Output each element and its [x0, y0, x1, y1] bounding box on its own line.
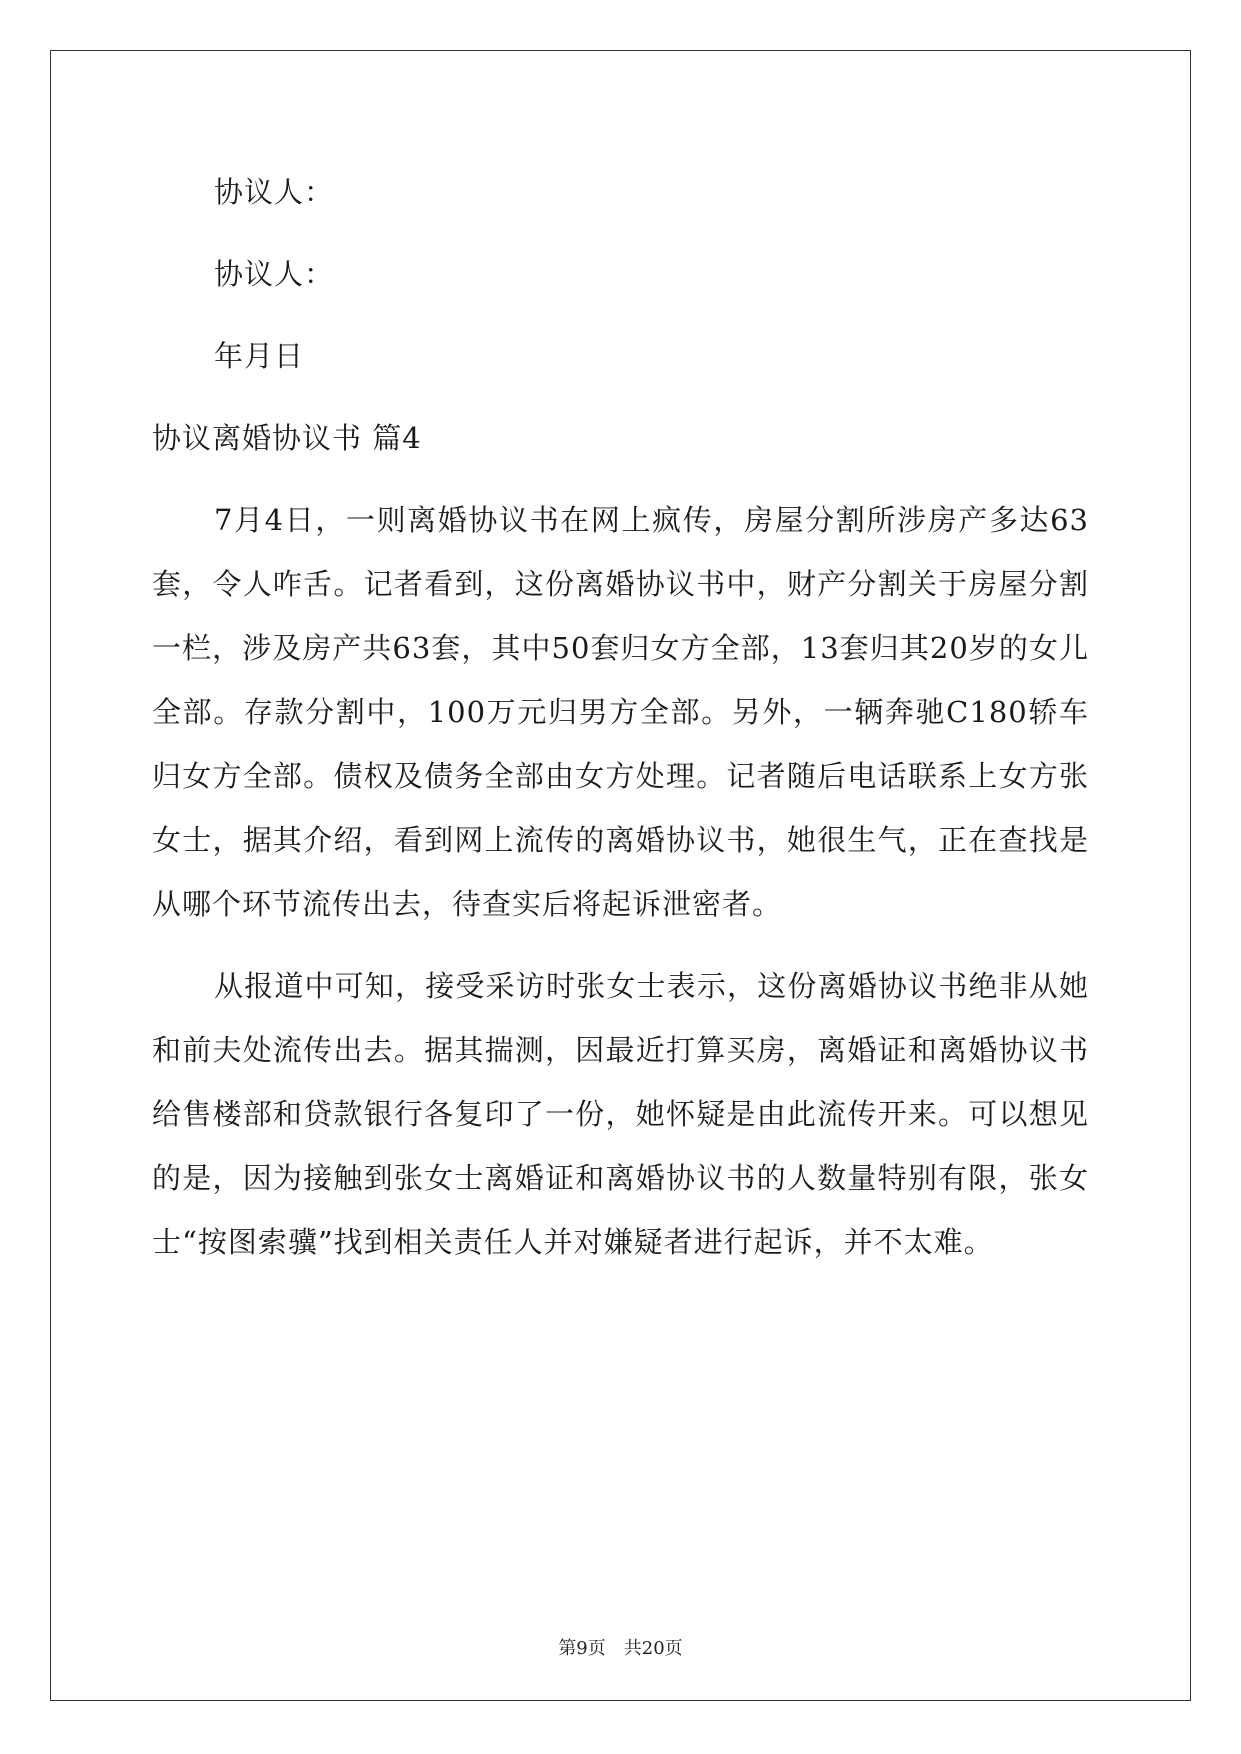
- body-paragraph-1: 7月4日，一则离婚协议书在网上疯传，房屋分割所涉房产多达63套，令人咋舌。记者看到，这份离婚协议书中，财产分割关于房屋分割一栏，涉及房产共63套，其中50套归女方全部，13套归其20岁的女儿全部。存款分割中，100万元归男方全部。另外，一辆奔驰C180轿车归女方全部。债权及债务全部由女方处理。记者随后电话联系上女方张女士，据其介绍，看到网上流传的离婚协议书，她很生气，正在查找是从哪个环节流传出去，待查实后将起诉泄密者。: [152, 503, 1089, 921]
- section-title: 协议离婚协议书 篇4: [152, 421, 422, 455]
- body-paragraph-2: 从报道中可知，接受采访时张女士表示，这份离婚协议书绝非从她和前夫处流传出去。据其揣测，因最近打算买房，离婚证和离婚协议书给售楼部和贷款银行各复印了一份，她怀疑是由此流传开来。可以想见的是，因为接触到张女士离婚证和离婚协议书的人数量特别有限，张女士“按图索骥”找到相关责任人并对嫌疑者进行起诉，并不太难。: [152, 969, 1089, 1259]
- page-number-footer: 第9页 共20页: [558, 1638, 683, 1659]
- signature-date-line: 年月日: [214, 339, 305, 373]
- signature-line-party-1: 协议人：: [214, 175, 335, 209]
- signature-line-party-2: 协议人：: [214, 257, 335, 291]
- document-body: [152, 160, 1089, 1274]
